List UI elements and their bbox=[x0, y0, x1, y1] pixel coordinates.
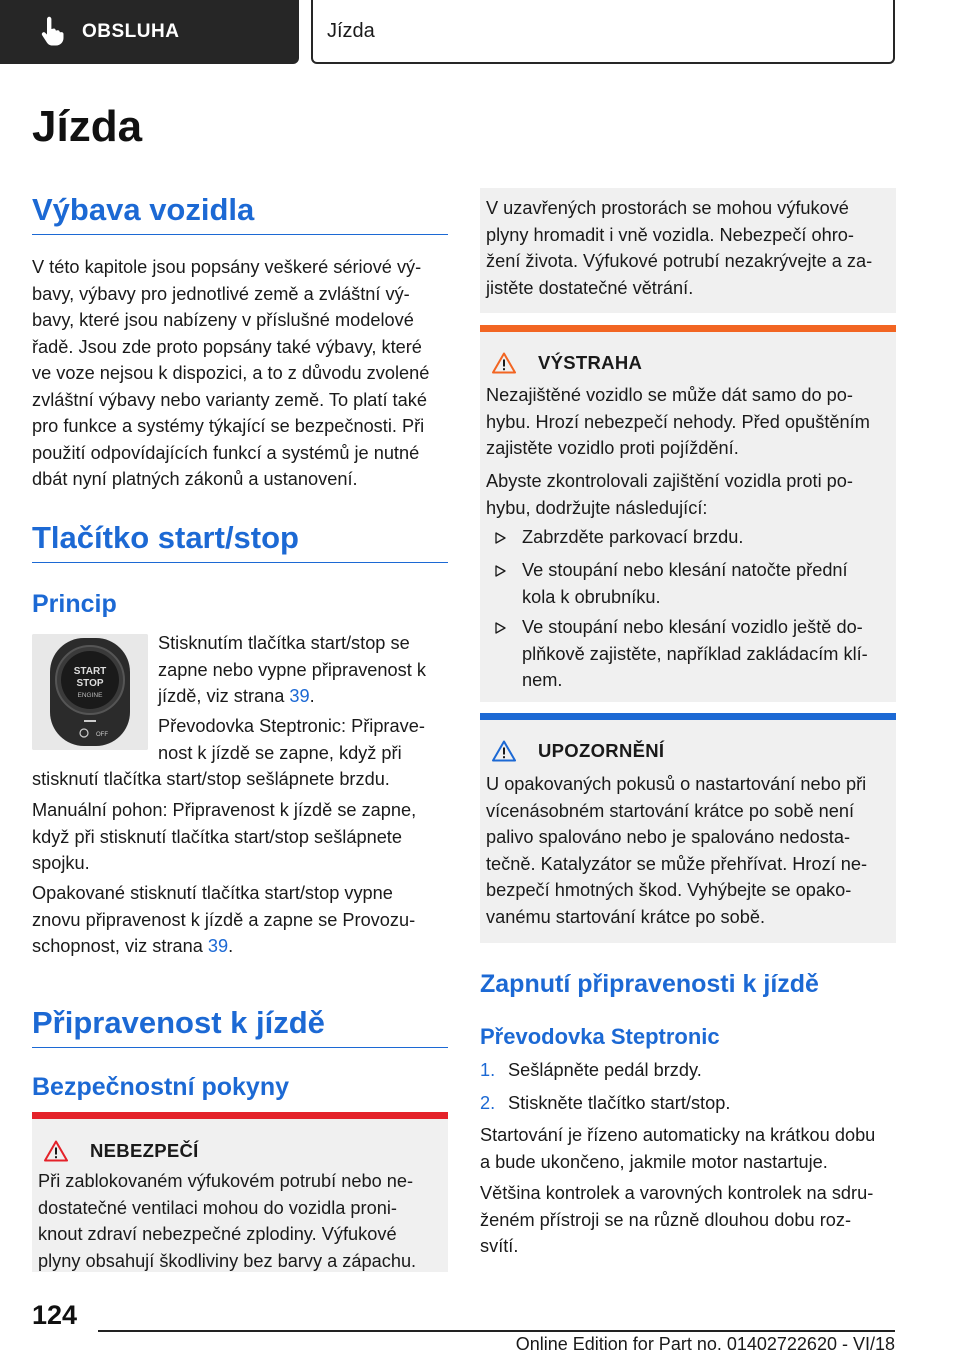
warning-bar bbox=[480, 325, 896, 332]
danger-title: NEBEZPEČÍ bbox=[90, 1140, 199, 1161]
step-number: 2. bbox=[480, 1093, 496, 1113]
text-line: plyny obsahují škodliviny bez barvy a zápachu. bbox=[38, 1250, 417, 1271]
hand-pointer-icon bbox=[36, 16, 68, 48]
text-line: zapne nebo vypne připravenost k bbox=[158, 659, 426, 680]
text-line: plňkově zajistěte, například zakládacím klí- bbox=[522, 643, 868, 664]
text-line: zajistěte vozidlo proti pojíždění. bbox=[486, 438, 739, 458]
text-span: jízdě, viz strana bbox=[158, 686, 290, 706]
notice-heading bbox=[492, 740, 664, 762]
text-line: tečně. Katalyzátor se může přehřívat. Hrozí ne- bbox=[486, 853, 868, 874]
text-line bbox=[32, 933, 448, 960]
text-line: Opakované stisknutí tlačítka start/stop vypne bbox=[32, 883, 393, 903]
page-link[interactable]: 39 bbox=[289, 686, 310, 706]
text-line: nost k jízdě se zapne, když při bbox=[158, 742, 402, 763]
text-line: použití odpovídajících funkcí a systémů je nutné bbox=[32, 442, 420, 463]
text-line: Ve stoupání nebo klesání natočte přední bbox=[522, 560, 848, 580]
text-line: pro funkce a systémy týkající se bezpečnosti. Při bbox=[32, 416, 425, 436]
heading-pripravenost: Připravenost k jízdě bbox=[32, 1005, 448, 1048]
step-item bbox=[480, 1057, 702, 1084]
heading-tlacitko: Tlačítko start/stop bbox=[32, 520, 448, 563]
topic-tab bbox=[311, 0, 895, 64]
text-line: ve voze nejsou k dispozici, a to z důvodu zvolené bbox=[32, 363, 430, 383]
text-line: řadě. Jsou zde proto popsány také výbavy, které bbox=[32, 336, 422, 357]
heading-zapnuti: Zapnutí připravenosti k jízdě bbox=[480, 970, 819, 998]
text-line: bavy, které jsou nabízeny v příslušné modelové bbox=[32, 310, 414, 330]
text-line: Nezajištěné vozidlo se může dát samo do po- bbox=[486, 385, 853, 405]
page-title: Jízda bbox=[32, 102, 143, 151]
page-link[interactable]: 39 bbox=[207, 936, 229, 956]
text-span: . bbox=[228, 936, 234, 956]
danger-continued-text bbox=[486, 195, 892, 301]
step-item bbox=[480, 1090, 730, 1117]
text-line: Většina kontrolek a varovných kontrolek na sdru- bbox=[480, 1183, 874, 1203]
text-line: hybu. Hrozí nebezpečí nehody. Před opuštěním bbox=[486, 411, 870, 432]
text-line: Abyste zkontrolovali zajištění vozidla proti po- bbox=[486, 471, 853, 491]
button-text-engine: ENGINE bbox=[77, 692, 103, 699]
text-line: když při stisknutí tlačítka start/stop sešlápnete bbox=[32, 826, 402, 847]
text-line: hybu, dodržujte následující: bbox=[486, 497, 708, 518]
triangle-bullet-icon bbox=[494, 532, 506, 544]
text-line: V této kapitole jsou popsány veškeré sériové vý- bbox=[32, 257, 422, 277]
text-line: Stisknutím tlačítka start/stop se bbox=[158, 633, 410, 653]
startovani-paragraph bbox=[480, 1122, 896, 1175]
princip-paragraph-b bbox=[158, 713, 448, 766]
princip-paragraph-b-end bbox=[32, 766, 448, 793]
text-line: dbát nyní platných zákonů a ustanovení. bbox=[32, 469, 358, 489]
button-text-off: OFF bbox=[96, 732, 108, 738]
text-line: žení života. Výfukové potrubí nezakrývejte a za- bbox=[486, 251, 873, 271]
text-line: nem. bbox=[522, 670, 563, 690]
text-line: spojku. bbox=[32, 853, 90, 873]
section-tab bbox=[0, 0, 299, 64]
text-line: jistěte dostatečné větrání. bbox=[486, 277, 694, 298]
heading-vybava: Výbava vozidla bbox=[32, 192, 448, 235]
start-stop-button-image bbox=[32, 634, 148, 750]
text-line: V uzavřených prostorách se mohou výfukové bbox=[486, 198, 849, 218]
text-line: vícenásobném startování krátce po sobě není bbox=[486, 800, 855, 821]
text-span: . bbox=[309, 686, 315, 706]
button-text-stop: STOP bbox=[76, 678, 104, 689]
text-line: palivo spalováno nebo je spalováno nedosta- bbox=[486, 827, 851, 847]
page-number: 124 bbox=[32, 1300, 78, 1330]
step-text: Sešlápněte pedál brzdy. bbox=[508, 1060, 702, 1080]
footer-divider bbox=[98, 1330, 895, 1332]
heading-princip: Princip bbox=[32, 590, 117, 618]
heading-steptronic: Převodovka Steptronic bbox=[480, 1024, 720, 1049]
princip-paragraph-a bbox=[158, 630, 448, 710]
text-line: bezpečí hmotných škod. Vyhýbejte se opako- bbox=[486, 880, 852, 900]
warning-text bbox=[486, 382, 892, 462]
text-line: Manuální pohon: Připravenost k jízdě se zapne, bbox=[32, 800, 417, 820]
text-line: stisknutí tlačítka start/stop sešlápnete brzdu. bbox=[32, 769, 390, 789]
warning-heading bbox=[492, 352, 642, 374]
triangle-bullet-icon bbox=[494, 622, 506, 634]
warning-title: VÝSTRAHA bbox=[538, 352, 643, 373]
warning-triangle-icon bbox=[492, 352, 516, 374]
warning-text-2 bbox=[486, 468, 892, 521]
text-line: knout zdraví nebezpečné zplodiny. Výfukové bbox=[38, 1224, 397, 1244]
warning-triangle-icon bbox=[492, 740, 516, 762]
text-line: Startování je řízeno automaticky na krátkou dobu bbox=[480, 1125, 876, 1145]
text-line: Převodovka Steptronic: Připrave- bbox=[158, 716, 425, 736]
text-line: ženém přístroji se na různě dlouhou dobu roz- bbox=[480, 1209, 852, 1230]
step-text: Stiskněte tlačítko start/stop. bbox=[508, 1093, 731, 1113]
text-line: Zabrzděte parkovací brzdu. bbox=[522, 527, 744, 547]
text-line: U opakovaných pokusů o nastartování nebo při bbox=[486, 774, 867, 794]
text-line: dostatečné ventilaci mohou do vozidla proni- bbox=[38, 1197, 397, 1218]
danger-bar bbox=[32, 1112, 448, 1119]
text-line: svítí. bbox=[480, 1236, 519, 1256]
text-line: a bude ukončeno, jakmile motor nastartuje. bbox=[480, 1151, 828, 1172]
manual-paragraph bbox=[32, 797, 448, 877]
triangle-bullet-icon bbox=[494, 565, 506, 577]
text-span: schopnost, viz strana bbox=[32, 936, 208, 956]
edition-text: Online Edition for Part no. 01402722620 - VI/18 bbox=[515, 1334, 895, 1354]
danger-heading bbox=[44, 1140, 199, 1162]
danger-text bbox=[38, 1168, 444, 1274]
notice-bar bbox=[480, 713, 896, 720]
step-number: 1. bbox=[480, 1060, 496, 1080]
text-line: bavy, výbavy pro jednotlivé země a zvláštní vý- bbox=[32, 283, 410, 304]
opakovane-paragraph bbox=[32, 880, 448, 960]
notice-text bbox=[486, 771, 892, 930]
text-line: plyny hromadit i vně vozidla. Nebezpečí ohro- bbox=[486, 224, 854, 245]
section-label: OBSLUHA bbox=[82, 21, 180, 42]
text-line: kola k obrubníku. bbox=[522, 586, 661, 607]
notice-title: UPOZORNĚNÍ bbox=[538, 740, 665, 761]
text-line: znovu připravenost k jízdě a zapne se Provozu- bbox=[32, 909, 416, 930]
button-text-start: START bbox=[73, 666, 107, 677]
text-line: zvláštní výbavy nebo varianty země. To platí také bbox=[32, 389, 427, 410]
vybava-paragraph bbox=[32, 254, 448, 493]
topic-label: Jízda bbox=[327, 19, 375, 42]
text-line: Ve stoupání nebo klesání vozidlo ještě do- bbox=[522, 617, 863, 637]
vetsina-paragraph bbox=[480, 1180, 896, 1260]
heading-bezpecnost: Bezpečnostní pokyny bbox=[32, 1073, 289, 1101]
text-line: vanému startování krátce po sobě. bbox=[486, 906, 766, 927]
warning-triangle-icon bbox=[44, 1140, 68, 1162]
text-line bbox=[158, 683, 448, 710]
text-line: Při zablokovaném výfukovém potrubí nebo ne- bbox=[38, 1171, 414, 1191]
